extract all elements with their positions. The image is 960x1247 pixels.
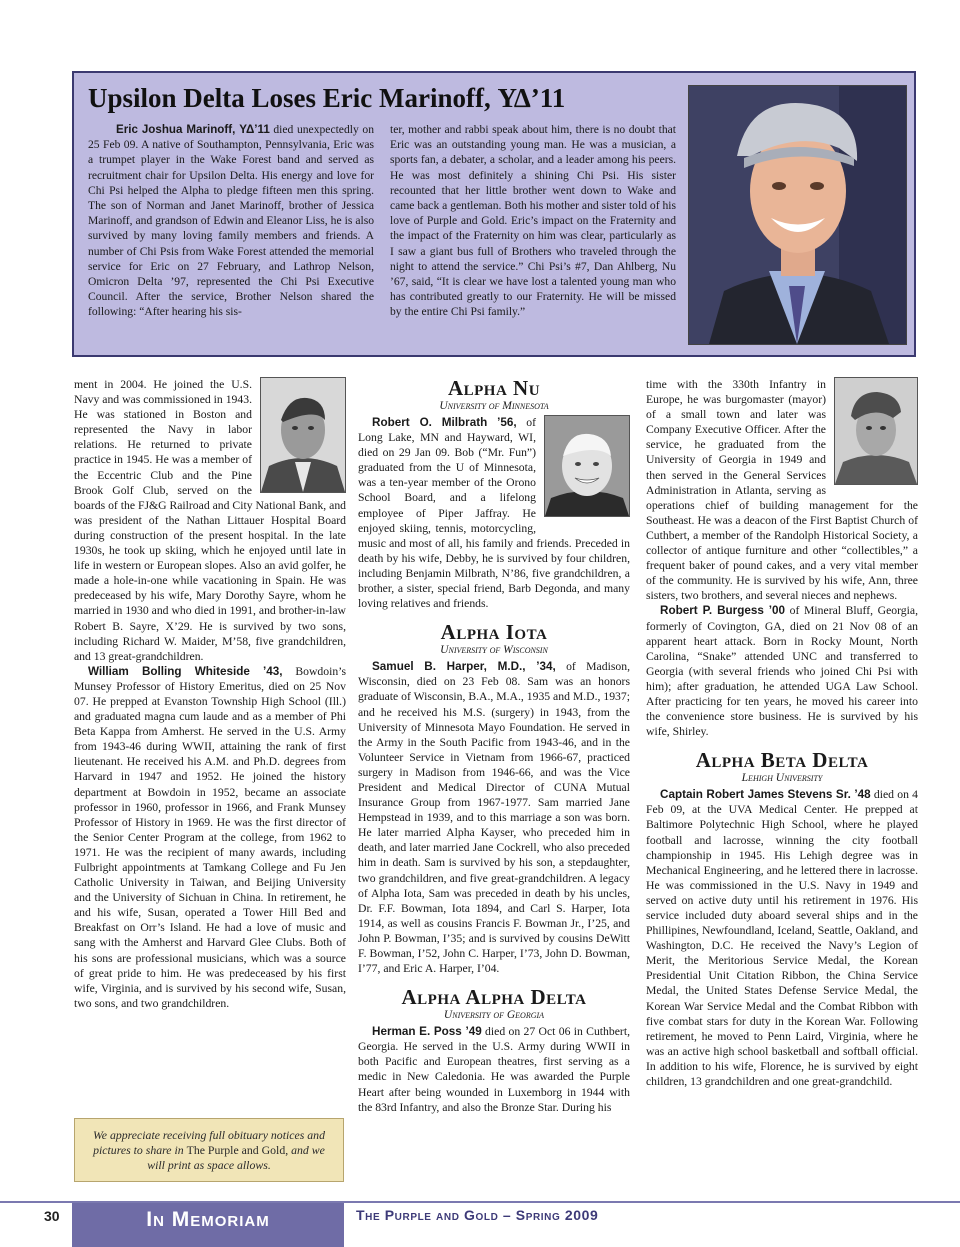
page-number: 30	[44, 1208, 60, 1224]
obituary-text-whiteside: Bowdoin’s Munsey Professor of History Emeritus, died on 25 Nov 07. He prepped at Evanston Township High School (Ill.) and graduated magna cum laude and as a member of Phi Beta Kappa from Amherst. He served in the U.S. Army from 1943-46 during WWII, attaining the rank of first lieutenant. He received his A.M. and Ph.D. degrees from Harvard in 1947 and 1952. He joined the history department at Bowdoin in 1952, became an associate professor in 1960, professor in 1966, and Frank Munsey Professor of History in 1969. He was the first director of the Senior Center Program at the college, from 1962 to 1971. He was the recipient of many awards, including Fulbright appointments at Tamkang College and Fu Jen Catholic University in Taiwan, and Beijing University and the University of Sichuan in China. In retirement, he and his wife, Susan, operated a Tower Hill Bed and Breakfast on Orr’s Island. He had a love of music and sang with the Amherst and Harvard Glee Clubs. Both of his sons are professional musicians, which was a source of great pride to him. He was predeceased by his first wife, Virginia, and is survived by his second wife, Susan, two sons, and two grandchildren.	[74, 664, 347, 1010]
feature-title: Upsilon Delta Loses Eric Marinoff, ΥΔ’11	[88, 83, 566, 113]
notice-text-c: and we will print as space allows.	[147, 1143, 325, 1172]
magazine-issue-title: The Purple and Gold – Spring 2009	[356, 1207, 599, 1223]
chapter-heading-alpha-beta-delta: Alpha Beta Delta	[695, 748, 869, 773]
obituary-maider-continued: ment in 2004. He joined the U.S. Navy and was commissioned in 1943. He was stationed in Boston and represented the Navy in labor relations. He returned to private practice in 1945. He was a member of the Eccentric Club and the Pine Brook Golf Club, served on the boards of the FJ&G Railroad and City National Bank, and was president of the Nathan Littauer Hospital Board during construction of the present hospital. In the late 1930s, he took up skiing, which he enjoyed until late in life in western or European slopes. Also an avid golfer, he made a hole-in-one while vacationing in Spain. He was predeceased by his wife, Mary Dorothy Sayre, whom he married in 1930 and who died in 1991, and brother-in-law Robert B. Sayre, X’29. He is survived by two sons, including Richard W. Maider, M’58, five grandchildren, and 13 great-grandchildren.	[74, 378, 347, 663]
portrait-photo-maider	[260, 377, 346, 493]
feature-col2-text: ter, mother and rabbi speak about him, there is no doubt that Eric was an outstanding young man. He was a musician, a sports fan, a debater, a scholar, and a leader among his peers. He was most definitely a shining Chi Psi. His sister recounted that her little brother went down to Wake and came back a gentleman. Both his mother and sister told of his love of Purple and Gold. Eric’s impact on the Fraternity and the impact of the Fraternity on him was clear, particularly as I saw a giant bus full of Brothers who traveled through the night to attend the service.” Chi Psi’s #7, Dan Ahlberg, Nu ’67, said, “It is clear we have lost a talented young man who has contributed greatly to our Fraternity. He will be missed by the entire Chi Psi family.”	[390, 123, 676, 319]
obituary-name-poss: Herman E. Poss ’49	[372, 1025, 482, 1039]
obituary-name-stevens: Captain Robert James Stevens Sr. ’48	[660, 788, 871, 802]
feature-column-1	[88, 122, 374, 320]
feature-column-2	[390, 122, 676, 320]
school-name-lehigh: Lehigh University	[741, 772, 823, 785]
obituary-text-stevens: died on 4 Feb 09, at the UVA Medical Center. He prepped at Baltimore Polytechnic High School, where he played football and lacrosse, winning the city football championship in 1945. His Lehigh degree was in Mechanical Engineering, and he lettered there in lacrosse. He was commissioned in the U.S. Navy in 1949 and served on active duty until his retirement in 1976. His service included duty aboard several ships and in the Phillipines, Newfoundland, Iceland, Seattle, Oakland, and Washington, D.C. He received the Navy’s Legion of Merit, the Meritorious Service Medal, the Korean Presidential Unit Citation Ribbon, the China Service Medal, the United States Defense Service Medal, the Korean War Service Medal and the Combat Ribbon with five combat stars for duty in the Korean War. Following retirement, he moved to Penn Laird, Virginia, where he was an active high school basketball and softball official. In addition to his wife, Florence, he is survived by eight children, 13 grandchildren and one great-grandchild.	[646, 788, 918, 1089]
obituary-name-harper: Samuel B. Harper, M.D., ’34,	[372, 660, 556, 674]
notice-magazine-name: The Purple and Gold,	[186, 1143, 289, 1157]
feature-box	[72, 71, 916, 357]
obituary-text-burgess: of Mineral Bluff, Georgia, formerly of Covington, GA, died on 21 Nov 08 of an apparent heart attack. Born in Rocky Mount, North Carolina, “Snake” attended UNC and transferred to Georgia (with several friends who joined Chi Psi with him); after graduation, he attended UGA Law School. After practicing for ten years, he moved his career into the convenience store business. He is survived by his wife, Shirley.	[646, 604, 918, 739]
obituary-name-burgess: Robert P. Burgess ’00	[660, 604, 786, 618]
chapter-heading-alpha-alpha-delta: Alpha Alpha Delta	[401, 985, 587, 1010]
portrait-photo-poss	[834, 377, 918, 485]
section-name-tab: In Memoriam	[72, 1203, 344, 1247]
school-name-wisconsin: University of Wisconsin	[440, 644, 548, 657]
feature-lead-name: Eric Joshua Marinoff, ΥΔ’11	[116, 123, 270, 136]
feature-portrait-photo	[688, 85, 907, 345]
school-name-georgia: University of Georgia	[443, 1009, 545, 1022]
chapter-heading-alpha-iota: Alpha Iota	[440, 620, 548, 645]
obituary-text-harper: of Madison, Wisconsin, died on 23 Feb 08. Sam was an honors graduate of Wisconsin, B.A., M.A., 1935 and M.D., 1937; and he received his M.S. (surgery) in 1943, from the University of Minnesota Mayo Foundation. He served in the Army in the South Pacific from 1943-46, and in the Volunteer Service in Vietnam from 1966-67, practiced surgery in Madison from 1946-66, and was the Vice President and Medical Director of CUNA Mutual Insurance Group from 1967-1977. Sam married Jane Hempstead in 1939, and to this marriage a son was born. He later married Alpha Kayser, who preceded him in death, and later married Jane Cockrell, who also preceded him in death. Sam is survived by his son, a stepdaughter, two grandchildren, and five great-grandchildren. A legacy of Alpha Iota, Sam was preceded in death by his uncles, Dr. F.F. Bowman, Iota 1894, and Carl S. Harper, Iota 1914, as well as cousins Francis F. Bowman Jr., I’25, and John P. Bowman, I’35; and is survived by cousins DeWitt F. Bowman, I’52, John C. Harper, I’73, John D. Bowman, I’77, and Eric A. Harper, I’04.	[358, 660, 630, 976]
school-name-minnesota: University of Minnesota	[439, 400, 549, 412]
obituary-text-poss: died on 27 Oct 06 in Cuthbert, Georgia. He served in the U.S. Army during WWII in both Pacific and European theatres, first serving as a medic in New Caledonia. He was awarded the Purple Heart after being wounded in Luxemborg in 1944 with the 83rd Infantry, and also the Bronze Star. During his	[358, 1025, 630, 1114]
obituary-poss-continued: time with the 330th Infantry in Europe, he was burgomaster (mayor) of a small town and later was Company Executive Officer. After the service, he graduated from the University of Georgia in 1949 and then served in the General Services Administration in Atlanta, serving as operations chief of building management for the Southeast. He was a deacon of the First Baptist Church of Cuthbert, a member of the Randolph Historical Society, a collector of antique furniture and other “collectibles,” a frequent baker of pound cakes, and a very vital member of the community. He is survived by his wife, Ann, three sisters, two brothers, and several nieces and nephews.	[646, 378, 918, 603]
column-1	[74, 377, 346, 1011]
column-3	[646, 377, 918, 1089]
obituary-name-whiteside: William Bolling Whiteside ’43,	[88, 664, 283, 678]
feature-col1-text: died unexpectedly on 25 Feb 09. A native of Southampton, Pennsylvania, Eric was a trumpet player in the Wake Forest band and served as recruitment chair for Upsilon Delta. His energy and love for Chi Psi helped the Alpha to pledge fifteen men this spring. The son of Norman and Janet Marinoff, brother of Jessica Marinoff, and grandson of Edwin and Eleanor Liss, he is also survived by many loving family members and friends. A number of Chi Psis from Wake Forest attended the memorial service for Eric on 27 February, and Lathrop Nelson, Omicron Delta ’97, represented the Chi Psi Executive Council. After the service, Brother Nelson shared the following: “After hearing his sis-	[88, 123, 374, 319]
portrait-photo-milbrath	[544, 415, 630, 517]
chapter-heading-alpha-nu: Alpha Nu	[447, 376, 541, 400]
obituary-name-milbrath: Robert O. Milbrath ’56,	[372, 416, 517, 429]
column-2	[358, 377, 630, 1115]
submission-notice	[74, 1118, 344, 1182]
notice-text-a: We appreciate receiving full obituary notices and pictures to share in	[93, 1128, 325, 1157]
obituary-text-milbrath: of Long Lake, MN and Hayward, WI, died on 29 Jan 09. Bob (“Mr. Fun”) graduated from the U of Minnesota, was a ten-year member of the Orono School Board, and a lifelong employee of Piper Jaffray. He enjoyed skiing, tennis, motorcycling, music and most of all, his family and friends. Preceded in death by his wife, Debby, he is survived by four children, including Benjamin Milbrath, N’86, five grandchildren, a brother, a sister, special friend, Barb Degonda, and many loving relatives and friends.	[358, 416, 630, 611]
